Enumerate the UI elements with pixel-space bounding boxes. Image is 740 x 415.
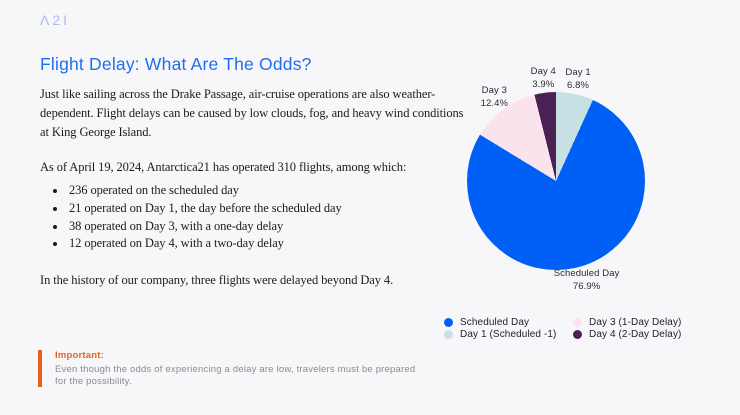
stats-intro: As of April 19, 2024, Antarctica21 has operated 310 flights, among which: (40, 160, 407, 174)
brand-logo[interactable]: Λ2I (40, 12, 71, 28)
pie-slice-name: Day 1 (565, 67, 591, 79)
intro-paragraph: Just like sailing across the Drake Passage, air-cruise operations are also weather-dependent. Flight delays can be caused by low clouds, fog, and heavy wind conditions at King George Island. (40, 87, 464, 139)
legend-item (573, 329, 681, 340)
pie-slice-percent: 76.9% (572, 281, 601, 293)
important-note-label: Important: (55, 350, 104, 361)
article (40, 53, 472, 290)
pie-slice-name: Day 3 (481, 85, 507, 97)
chart-legend (444, 317, 681, 340)
legend-item (573, 317, 681, 328)
flight-delay-pie-chart (430, 55, 730, 355)
stats-list-item: • 38 operated on Day 3, with a one-day delay (67, 218, 472, 236)
pie-slice-percent: 3.9% (532, 78, 555, 90)
legend-swatch (573, 330, 582, 339)
important-note-text: Even though the odds of experiencing a delay are low, travelers must be prepared for the possibility. (55, 364, 416, 387)
stats-list-item: • 21 operated on Day 1, the day before the scheduled day (67, 200, 472, 218)
legend-label: Day 4 (2-Day Delay) (589, 329, 682, 340)
legend-swatch (444, 318, 453, 327)
pie-slice-name: Scheduled Day (553, 268, 620, 280)
legend-swatch (573, 318, 582, 327)
pie-slice-percent: 6.8% (567, 80, 590, 92)
stats-list-item: • 12 operated on Day 4, with a two-day delay (67, 235, 472, 253)
important-note (38, 350, 418, 387)
outro-paragraph: In the history of our company, three flights were delayed beyond Day 4. (40, 273, 394, 288)
legend-label: Day 1 (Scheduled -1) (460, 329, 557, 340)
pie-slice-label (554, 267, 620, 293)
pie-slice-label (531, 65, 556, 91)
legend-label: Scheduled Day (460, 317, 530, 328)
legend-label: Day 3 (1-Day Delay) (589, 317, 682, 328)
pie-slice-percent: 12.4% (480, 98, 509, 110)
legend-swatch (444, 330, 453, 339)
pie-slice-label (565, 66, 590, 92)
legend-item (444, 329, 573, 340)
page-title: Flight Delay: What Are The Odds? (40, 54, 312, 74)
pie-slice-name: Day 4 (530, 65, 556, 77)
legend-item (444, 317, 573, 328)
pie-slice-label (481, 84, 508, 110)
stats-list (40, 182, 472, 253)
stats-list-item: • 236 operated on the scheduled day (67, 182, 472, 200)
pie (467, 92, 645, 270)
